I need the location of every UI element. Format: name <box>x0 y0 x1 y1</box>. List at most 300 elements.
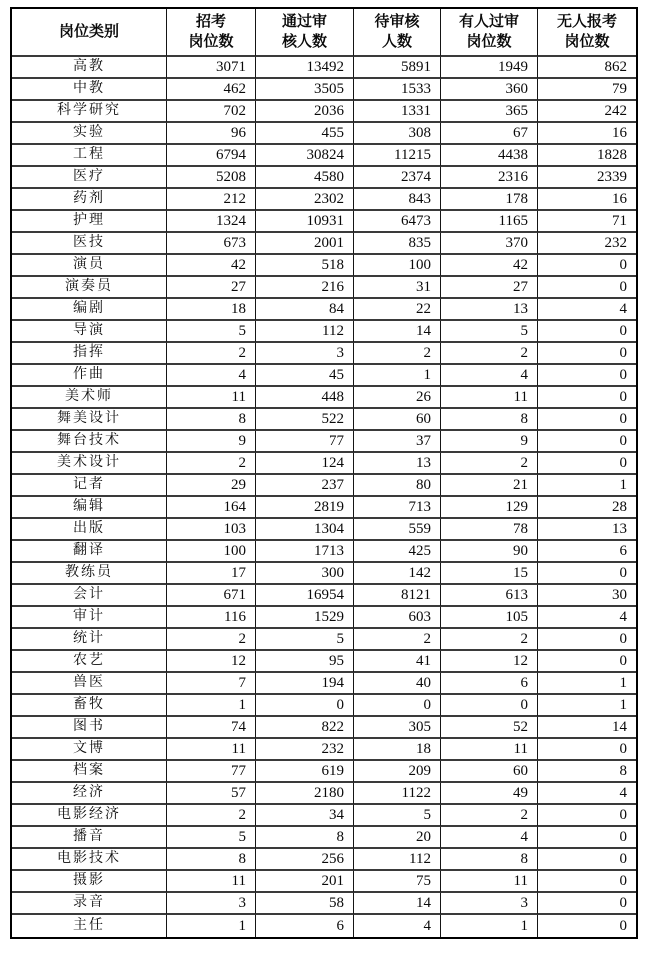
value-cell: 49 <box>441 783 538 805</box>
value-cell: 2 <box>167 453 256 475</box>
value-cell: 20 <box>354 827 441 849</box>
header-row <box>12 9 636 57</box>
value-cell: 14 <box>538 717 636 739</box>
table-row <box>12 409 636 431</box>
value-cell: 1165 <box>441 211 538 233</box>
value-cell: 0 <box>538 739 636 761</box>
value-cell: 8121 <box>354 585 441 607</box>
value-cell: 8 <box>441 409 538 431</box>
category-cell: 高教 <box>12 57 167 79</box>
value-cell: 209 <box>354 761 441 783</box>
value-cell: 9 <box>167 431 256 453</box>
value-cell: 77 <box>167 761 256 783</box>
header-label: 岗位类别 <box>58 23 119 40</box>
header-label: 岗位数 <box>188 33 234 50</box>
value-cell: 8 <box>256 827 354 849</box>
value-cell: 2 <box>167 629 256 651</box>
value-cell: 462 <box>167 79 256 101</box>
header-label: 岗位数 <box>466 33 512 50</box>
value-cell: 6 <box>538 541 636 563</box>
value-cell: 4 <box>538 783 636 805</box>
value-cell: 103 <box>167 519 256 541</box>
category-cell: 会计 <box>12 585 167 607</box>
value-cell: 142 <box>354 563 441 585</box>
table-header <box>12 9 636 57</box>
category-cell: 实验 <box>12 123 167 145</box>
value-cell: 10931 <box>256 211 354 233</box>
category-cell: 审计 <box>12 607 167 629</box>
value-cell: 4438 <box>441 145 538 167</box>
value-cell: 7 <box>167 673 256 695</box>
value-cell: 67 <box>441 123 538 145</box>
category-cell: 工程 <box>12 145 167 167</box>
table-row <box>12 431 636 453</box>
value-cell: 2302 <box>256 189 354 211</box>
value-cell: 2 <box>354 343 441 365</box>
category-cell: 演员 <box>12 255 167 277</box>
value-cell: 2 <box>441 453 538 475</box>
value-cell: 0 <box>538 409 636 431</box>
category-cell: 中教 <box>12 79 167 101</box>
value-cell: 0 <box>538 629 636 651</box>
value-cell: 34 <box>256 805 354 827</box>
value-cell: 5 <box>256 629 354 651</box>
value-cell: 0 <box>538 871 636 893</box>
category-cell: 医技 <box>12 233 167 255</box>
value-cell: 6 <box>256 915 354 937</box>
table-row <box>12 695 636 717</box>
table-row <box>12 673 636 695</box>
value-cell: 96 <box>167 123 256 145</box>
value-cell: 2 <box>441 629 538 651</box>
value-cell: 673 <box>167 233 256 255</box>
value-cell: 52 <box>441 717 538 739</box>
value-cell: 603 <box>354 607 441 629</box>
category-cell: 美术师 <box>12 387 167 409</box>
header-label: 无人报考 <box>556 13 617 30</box>
value-cell: 11 <box>167 871 256 893</box>
value-cell: 84 <box>256 299 354 321</box>
category-cell: 主任 <box>12 915 167 937</box>
value-cell: 11 <box>167 739 256 761</box>
value-cell: 60 <box>441 761 538 783</box>
value-cell: 60 <box>354 409 441 431</box>
value-cell: 843 <box>354 189 441 211</box>
value-cell: 0 <box>538 255 636 277</box>
value-cell: 5 <box>167 827 256 849</box>
category-cell: 护理 <box>12 211 167 233</box>
table-row <box>12 343 636 365</box>
header-label: 待审核 <box>374 13 420 30</box>
value-cell: 27 <box>441 277 538 299</box>
value-cell: 100 <box>354 255 441 277</box>
value-cell: 9 <box>441 431 538 453</box>
category-cell: 摄影 <box>12 871 167 893</box>
value-cell: 3 <box>441 893 538 915</box>
header-label: 核人数 <box>281 33 327 50</box>
value-cell: 0 <box>538 827 636 849</box>
value-cell: 178 <box>441 189 538 211</box>
value-cell: 14 <box>354 893 441 915</box>
value-cell: 0 <box>538 849 636 871</box>
value-cell: 5891 <box>354 57 441 79</box>
table-row <box>12 629 636 651</box>
value-cell: 2819 <box>256 497 354 519</box>
value-cell: 124 <box>256 453 354 475</box>
value-cell: 0 <box>256 695 354 717</box>
category-cell: 统计 <box>12 629 167 651</box>
value-cell: 164 <box>167 497 256 519</box>
value-cell: 305 <box>354 717 441 739</box>
value-cell: 671 <box>167 585 256 607</box>
table-row <box>12 387 636 409</box>
value-cell: 194 <box>256 673 354 695</box>
value-cell: 2316 <box>441 167 538 189</box>
category-cell: 演奏员 <box>12 277 167 299</box>
value-cell: 28 <box>538 497 636 519</box>
column-header-category <box>12 9 167 57</box>
value-cell: 0 <box>538 365 636 387</box>
value-cell: 5208 <box>167 167 256 189</box>
value-cell: 713 <box>354 497 441 519</box>
value-cell: 2 <box>441 805 538 827</box>
value-cell: 1122 <box>354 783 441 805</box>
column-header-passed-review <box>256 9 354 57</box>
value-cell: 237 <box>256 475 354 497</box>
category-cell: 录音 <box>12 893 167 915</box>
value-cell: 12 <box>167 651 256 673</box>
table-row <box>12 321 636 343</box>
value-cell: 90 <box>441 541 538 563</box>
value-cell: 41 <box>354 651 441 673</box>
value-cell: 365 <box>441 101 538 123</box>
value-cell: 232 <box>256 739 354 761</box>
value-cell: 11 <box>167 387 256 409</box>
value-cell: 0 <box>538 321 636 343</box>
value-cell: 559 <box>354 519 441 541</box>
table-row <box>12 915 636 937</box>
table-row <box>12 761 636 783</box>
table-row <box>12 277 636 299</box>
value-cell: 3 <box>167 893 256 915</box>
value-cell: 16 <box>538 189 636 211</box>
category-cell: 翻译 <box>12 541 167 563</box>
value-cell: 425 <box>354 541 441 563</box>
table-row <box>12 211 636 233</box>
value-cell: 13492 <box>256 57 354 79</box>
value-cell: 201 <box>256 871 354 893</box>
value-cell: 0 <box>538 277 636 299</box>
value-cell: 29 <box>167 475 256 497</box>
job-category-table <box>10 7 638 939</box>
category-cell: 导演 <box>12 321 167 343</box>
category-cell: 文博 <box>12 739 167 761</box>
value-cell: 30824 <box>256 145 354 167</box>
value-cell: 42 <box>441 255 538 277</box>
value-cell: 37 <box>354 431 441 453</box>
value-cell: 8 <box>167 409 256 431</box>
table-row <box>12 145 636 167</box>
table-row <box>12 739 636 761</box>
value-cell: 6473 <box>354 211 441 233</box>
value-cell: 4 <box>538 607 636 629</box>
header-label: 有人过审 <box>458 13 519 30</box>
value-cell: 79 <box>538 79 636 101</box>
value-cell: 18 <box>354 739 441 761</box>
category-cell: 兽医 <box>12 673 167 695</box>
value-cell: 212 <box>167 189 256 211</box>
value-cell: 370 <box>441 233 538 255</box>
value-cell: 112 <box>354 849 441 871</box>
value-cell: 1 <box>167 915 256 937</box>
category-cell: 电影经济 <box>12 805 167 827</box>
value-cell: 522 <box>256 409 354 431</box>
value-cell: 4 <box>167 365 256 387</box>
value-cell: 4580 <box>256 167 354 189</box>
value-cell: 95 <box>256 651 354 673</box>
value-cell: 13 <box>538 519 636 541</box>
value-cell: 2001 <box>256 233 354 255</box>
value-cell: 42 <box>167 255 256 277</box>
category-cell: 畜牧 <box>12 695 167 717</box>
value-cell: 1828 <box>538 145 636 167</box>
table-row <box>12 717 636 739</box>
table-row <box>12 167 636 189</box>
category-cell: 美术设计 <box>12 453 167 475</box>
value-cell: 3071 <box>167 57 256 79</box>
column-header-pending-review <box>354 9 441 57</box>
table-row <box>12 365 636 387</box>
value-cell: 256 <box>256 849 354 871</box>
category-cell: 播音 <box>12 827 167 849</box>
value-cell: 12 <box>441 651 538 673</box>
table-row <box>12 101 636 123</box>
value-cell: 862 <box>538 57 636 79</box>
value-cell: 1 <box>167 695 256 717</box>
value-cell: 6794 <box>167 145 256 167</box>
category-cell: 作曲 <box>12 365 167 387</box>
column-header-recruit-posts <box>167 9 256 57</box>
value-cell: 5 <box>167 321 256 343</box>
category-cell: 农艺 <box>12 651 167 673</box>
value-cell: 1533 <box>354 79 441 101</box>
category-cell: 医疗 <box>12 167 167 189</box>
value-cell: 105 <box>441 607 538 629</box>
category-cell: 电影技术 <box>12 849 167 871</box>
header-label: 岗位数 <box>564 33 610 50</box>
value-cell: 2036 <box>256 101 354 123</box>
value-cell: 22 <box>354 299 441 321</box>
table-row <box>12 123 636 145</box>
value-cell: 1 <box>538 695 636 717</box>
value-cell: 0 <box>538 343 636 365</box>
table-row <box>12 57 636 79</box>
category-cell: 编辑 <box>12 497 167 519</box>
value-cell: 3505 <box>256 79 354 101</box>
value-cell: 58 <box>256 893 354 915</box>
table-row <box>12 783 636 805</box>
value-cell: 216 <box>256 277 354 299</box>
value-cell: 360 <box>441 79 538 101</box>
value-cell: 0 <box>619 918 627 934</box>
value-cell: 2 <box>354 629 441 651</box>
value-cell: 0 <box>354 695 441 717</box>
value-cell: 16954 <box>256 585 354 607</box>
table-row <box>12 585 636 607</box>
value-cell: 77 <box>256 431 354 453</box>
value-cell: 613 <box>441 585 538 607</box>
value-cell: 30 <box>538 585 636 607</box>
value-cell: 0 <box>538 805 636 827</box>
value-cell: 11 <box>441 739 538 761</box>
table-row <box>12 299 636 321</box>
category-cell: 教练员 <box>12 563 167 585</box>
value-cell: 57 <box>167 783 256 805</box>
value-cell: 2374 <box>354 167 441 189</box>
value-cell: 129 <box>441 497 538 519</box>
value-cell: 71 <box>538 211 636 233</box>
category-cell: 科学研究 <box>12 101 167 123</box>
table-row <box>12 805 636 827</box>
value-cell: 11215 <box>354 145 441 167</box>
value-cell: 1949 <box>441 57 538 79</box>
table-row <box>12 189 636 211</box>
value-cell: 2 <box>167 343 256 365</box>
value-cell: 18 <box>167 299 256 321</box>
value-cell: 242 <box>538 101 636 123</box>
table-row <box>12 849 636 871</box>
value-cell: 116 <box>167 607 256 629</box>
value-cell: 75 <box>354 871 441 893</box>
value-cell: 1 <box>538 673 636 695</box>
value-cell: 448 <box>256 387 354 409</box>
header-label: 通过审 <box>281 13 327 30</box>
value-cell: 27 <box>167 277 256 299</box>
table-body <box>12 57 636 937</box>
value-cell: 2 <box>441 343 538 365</box>
value-cell: 31 <box>354 277 441 299</box>
value-cell: 0 <box>538 651 636 673</box>
value-cell: 17 <box>167 563 256 585</box>
value-cell: 8 <box>538 761 636 783</box>
value-cell: 15 <box>441 563 538 585</box>
value-cell: 1 <box>538 475 636 497</box>
value-cell: 13 <box>354 453 441 475</box>
table-row <box>12 519 636 541</box>
table-row <box>12 255 636 277</box>
value-cell: 6 <box>441 673 538 695</box>
column-header-posts-no-applicants <box>538 9 636 57</box>
value-cell: 1 <box>354 365 441 387</box>
value-cell: 1529 <box>256 607 354 629</box>
value-cell: 1331 <box>354 101 441 123</box>
value-cell: 78 <box>441 519 538 541</box>
value-cell: 0 <box>441 695 538 717</box>
header-label: 人数 <box>381 33 412 50</box>
value-cell: 2339 <box>538 167 636 189</box>
value-cell: 4 <box>354 915 441 937</box>
table-row <box>12 651 636 673</box>
value-cell: 4 <box>441 365 538 387</box>
table-row <box>12 79 636 101</box>
value-cell: 619 <box>256 761 354 783</box>
value-cell: 1713 <box>256 541 354 563</box>
value-cell: 518 <box>256 255 354 277</box>
category-cell: 经济 <box>12 783 167 805</box>
header-label: 招考 <box>195 13 226 30</box>
value-cell: 8 <box>441 849 538 871</box>
category-cell: 编剧 <box>12 299 167 321</box>
category-cell: 图书 <box>12 717 167 739</box>
value-cell: 40 <box>354 673 441 695</box>
value-cell: 11 <box>441 387 538 409</box>
column-header-posts-with-passed <box>441 9 538 57</box>
value-cell: 80 <box>354 475 441 497</box>
value-cell: 4 <box>441 827 538 849</box>
value-cell: 1324 <box>167 211 256 233</box>
category-cell: 舞美设计 <box>12 409 167 431</box>
value-cell: 5 <box>354 805 441 827</box>
value-cell: 702 <box>167 101 256 123</box>
value-cell: 8 <box>167 849 256 871</box>
value-cell: 835 <box>354 233 441 255</box>
value-cell: 822 <box>256 717 354 739</box>
table-row <box>12 607 636 629</box>
category-cell: 记者 <box>12 475 167 497</box>
value-cell: 1 <box>441 915 538 937</box>
value-cell: 14 <box>354 321 441 343</box>
value-cell: 300 <box>256 563 354 585</box>
table-row <box>12 563 636 585</box>
category-cell: 指挥 <box>12 343 167 365</box>
value-cell: 2 <box>167 805 256 827</box>
value-cell: 0 <box>538 431 636 453</box>
value-cell: 100 <box>167 541 256 563</box>
value-cell: 45 <box>256 365 354 387</box>
value-cell: 0 <box>538 453 636 475</box>
value-cell: 112 <box>256 321 354 343</box>
value-cell: 16 <box>538 123 636 145</box>
table-row <box>12 893 636 915</box>
value-cell: 0 <box>538 387 636 409</box>
table-row <box>12 541 636 563</box>
table-row <box>12 827 636 849</box>
value-cell: 455 <box>256 123 354 145</box>
value-cell: 74 <box>167 717 256 739</box>
value-cell: 1304 <box>256 519 354 541</box>
value-cell: 26 <box>354 387 441 409</box>
table-row <box>12 453 636 475</box>
category-cell: 出版 <box>12 519 167 541</box>
value-cell: 2180 <box>256 783 354 805</box>
value-cell: 0 <box>538 563 636 585</box>
value-cell: 11 <box>441 871 538 893</box>
value-cell: 13 <box>441 299 538 321</box>
category-cell: 档案 <box>12 761 167 783</box>
table-row <box>12 475 636 497</box>
category-cell: 药剂 <box>12 189 167 211</box>
value-cell: 4 <box>538 299 636 321</box>
value-cell: 232 <box>538 233 636 255</box>
value-cell: 3 <box>256 343 354 365</box>
table-row <box>12 871 636 893</box>
value-cell: 0 <box>538 893 636 915</box>
value-cell: 5 <box>441 321 538 343</box>
value-cell: 21 <box>441 475 538 497</box>
table-row <box>12 233 636 255</box>
table-row <box>12 497 636 519</box>
value-cell: 308 <box>354 123 441 145</box>
